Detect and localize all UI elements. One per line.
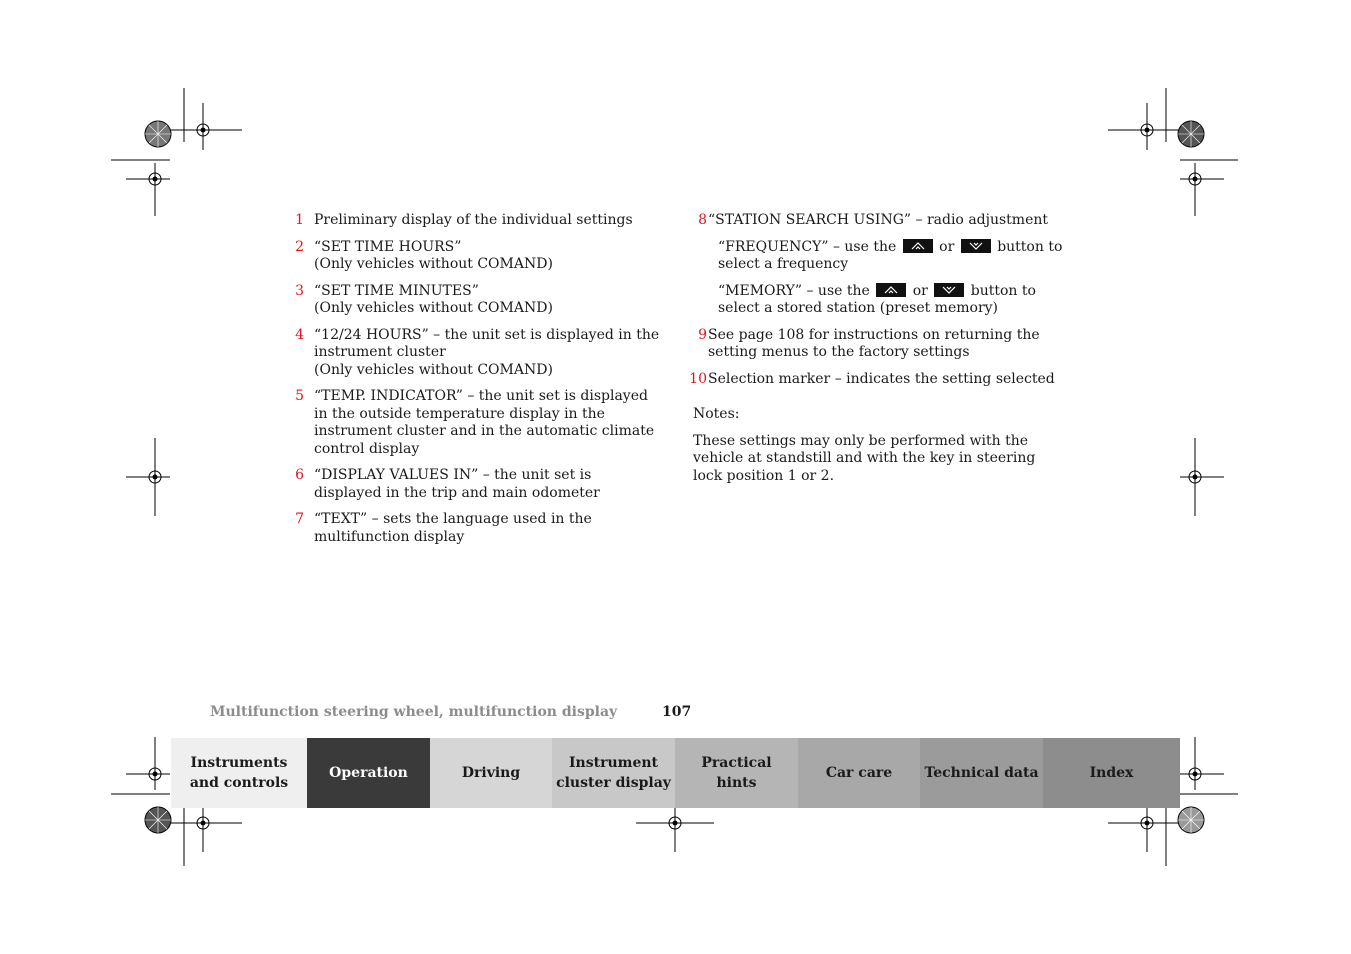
item-text: Selection marker – indicates the setting selected	[708, 370, 1055, 387]
memory-instruction	[718, 283, 1065, 318]
item-number: 8	[698, 212, 707, 228]
list-item	[290, 511, 660, 546]
tab-label: Driving	[461, 765, 521, 781]
tab-car-care[interactable]	[798, 738, 920, 808]
tab-practical-hints[interactable]	[675, 738, 798, 808]
item-text: “SET TIME HOURS”	[314, 238, 462, 255]
arrow-up-button-icon	[903, 239, 933, 253]
frequency-text-end: button to select a frequency	[718, 238, 1063, 272]
chapter-nav	[171, 738, 1180, 808]
tab-label: Car care	[825, 765, 893, 781]
tab-label: Practical hints	[701, 755, 772, 791]
tab-technical-data[interactable]	[920, 738, 1043, 808]
item-text: “12/24 HOURS” – the unit set is displayed in the instrument cluster	[314, 326, 660, 360]
item-number: 10	[689, 370, 707, 387]
item-text: “DISPLAY VALUES IN” – the unit set is displayed in the trip and main odometer	[314, 467, 600, 501]
item-text: “STATION SEARCH USING” – radio adjustment	[708, 212, 1048, 228]
item-note: (Only vehicles without COMAND)	[314, 361, 553, 378]
item-number: 4	[295, 326, 304, 343]
list-item	[290, 327, 660, 380]
list-item	[693, 212, 1065, 230]
tab-label: Index	[1089, 765, 1134, 781]
list-item	[689, 370, 1065, 389]
item-number: 5	[295, 388, 304, 404]
right-column	[689, 212, 1065, 485]
notes-heading: Notes:	[693, 406, 740, 422]
tab-label: Instruments and controls	[189, 755, 289, 791]
item-number: 9	[698, 326, 707, 343]
memory-text: “MEMORY” – use the	[718, 282, 870, 299]
item-note: (Only vehicles without COMAND)	[314, 300, 553, 316]
list-item	[290, 467, 660, 502]
or-text: or	[939, 238, 955, 255]
item-note: (Only vehicles without COMAND)	[314, 256, 553, 272]
arrow-down-button-icon	[961, 239, 991, 253]
frequency-text: “FREQUENCY” – use the	[718, 238, 897, 255]
tab-label: Instrument cluster display	[556, 755, 671, 791]
list-item	[290, 283, 660, 318]
tab-label: Operation	[329, 765, 408, 781]
list-item	[693, 327, 1065, 362]
section-title: Multifunction steering wheel, multifunction display	[210, 704, 618, 720]
arrow-down-button-icon	[934, 283, 964, 297]
item-number: 3	[295, 282, 304, 299]
frequency-instruction	[718, 239, 1065, 274]
item-text: “TEMP. INDICATOR” – the unit set is displayed in the outside temperature display in the instrument cluster and in the automatic climate control display	[314, 388, 655, 457]
page-number: 107	[662, 704, 692, 720]
tab-operation[interactable]	[307, 738, 430, 808]
tab-driving[interactable]	[430, 738, 552, 808]
arrow-up-button-icon	[876, 283, 906, 297]
item-number: 6	[295, 467, 304, 483]
item-text: “SET TIME MINUTES”	[314, 282, 479, 299]
list-item	[290, 212, 660, 230]
item-text: “TEXT” – sets the language used in the multifunction display	[314, 511, 592, 545]
item-number: 7	[295, 511, 304, 527]
tab-index[interactable]	[1043, 738, 1180, 808]
tab-instruments-and-controls[interactable]	[171, 738, 307, 808]
list-item	[290, 388, 660, 458]
item-text: See page 108 for instructions on returning the setting menus to the factory settings	[708, 326, 1040, 360]
left-column	[290, 212, 660, 555]
tab-instrument-cluster-display[interactable]	[552, 738, 675, 808]
item-number: 2	[295, 238, 304, 255]
list-item	[290, 239, 660, 274]
notes-body: These settings may only be performed with the vehicle at standstill and with the key in steering lock position 1 or 2.	[693, 432, 1036, 484]
tab-label: Technical data	[924, 765, 1039, 781]
item-text: Preliminary display of the individual settings	[314, 212, 633, 228]
or-text: or	[912, 282, 928, 299]
item-number: 1	[295, 212, 304, 228]
memory-text-end: button to select a stored station (preset memory)	[718, 282, 1036, 316]
